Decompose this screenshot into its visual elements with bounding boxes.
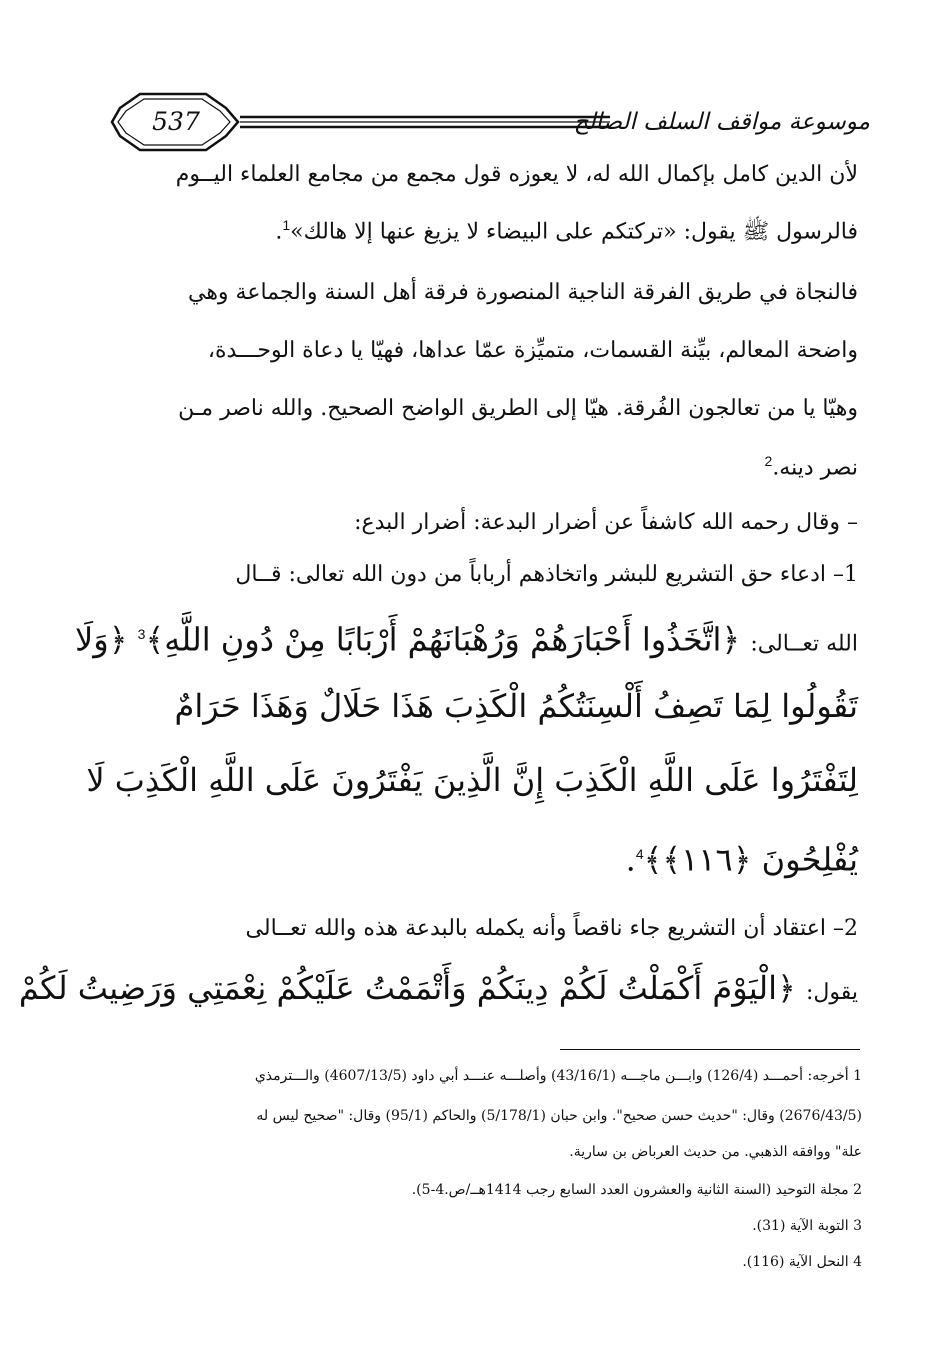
list-item-2-quran [18,966,858,1015]
text-line: 2– اعتقاد أن التشريع جاء ناقصاً وأنه يكمله بالبدعة هذه والله تعــالى [245,916,858,941]
page-number: 537 [152,107,200,136]
footnote-ref: 2 [764,453,773,469]
footnote-ref: 3 [137,626,146,642]
text-line: 1– ادعاء حق التشريع للبشر واتخاذهم أرباباً من دون الله تعالى: قــال [235,562,858,587]
quran-verse: تَقُولُوا لِمَا تَصِفُ أَلْسِنَتُكُمُ الْكَذِبَ هَذَا حَلَالٌ وَهَذَا حَرَامٌ [174,687,858,725]
quran-verse: لِتَفْتَرُوا عَلَى اللَّهِ الْكَذِبَ إِنَّ الَّذِينَ يَفْتَرُونَ عَلَى اللَّهِ الْكَذِبَ لَا [86,761,858,799]
list-item-2 [118,914,858,944]
footnote-1-cont: (2676/43/5) وقال: "حديث حسن صحيح". وابن حبان (5/178/1) والحاكم (95/1) وقال: "صحيح ليس له [256,1108,862,1124]
quran-verse: الله تعــالى: ﴿اتَّخَذُوا أَحْبَارَهُمْ وَرُهْبَانَهُمْ أَرْبَابًا مِنْ دُونِ اللَّهِ﴾$^3$ ﴿وَلَا [75,620,858,659]
list-item-1 [118,560,858,590]
page-header [110,88,870,160]
text-line: فالرسول ﷺ يقول: «تركتكم على البيضاء لا يزيغ عنها إلا هالك»$^1$. [275,217,858,245]
list-item-1-quran [75,612,858,667]
footnote-ref: 4 [635,846,644,862]
text-line: واضحة المعالم، بيِّنة القسمات، متميِّزة عمّا عداها، فهيّا يا دعاة الوحـــدة، [207,338,858,363]
text-line: – وقال رحمه الله كاشفاً عن أضرار البدعة: أضرار البدع: [354,510,858,535]
footnote-separator [560,1049,860,1050]
quran-block [118,832,858,882]
footnote-2: 2 مجلة التوحيد (السنة الثانية والعشرون العدد السابع رجب 1414هــ/ص.4-5). [411,1182,862,1198]
quran-block [86,758,858,802]
quran-verse: يُفْلِحُونَ ﴿١١٦﴾﴾$^4$. [625,840,858,879]
quran-block [118,684,858,728]
footnote-ref: 1 [282,217,291,233]
paragraph [118,508,858,538]
footnote-3: 3 التوبة الآية (31). [752,1218,862,1234]
footnote-1: 1 أخرجه: أحمـــد (126/4) وابـــن ماجـــه (43/16/1) وأصلـــه عنـــد أبي داود (4607/13/5) والـــترمذي [254,1068,862,1084]
series-title: موسوعة مواقف السلف الصالح [573,109,870,135]
footnote-4: 4 النحل الآية (116). [742,1254,862,1270]
text-line: وهيّا يا من تعالجون الفُرقة. هيّا إلى الطريق الواضح الصحيح. والله ناصر مـن [178,396,858,421]
footnote-1-cont: علة" ووافقه الذهبي. من حديث العرباض بن سارية. [569,1144,862,1160]
main-text [118,210,858,247]
text-line: فالنجاة في طريق الفرقة الناجية المنصورة فرقة أهل السنة والجماعة وهي [187,280,858,305]
main-text [118,160,858,190]
text-line: لأن الدين كامل بإكمال الله له، لا يعوزه قول مجمع من مجامع العلماء اليــوم [175,162,858,187]
text-line: نصر دينه.$^2$ [764,453,858,481]
paragraph [118,278,858,483]
quran-verse: يقول: ﴿الْيَوْمَ أَكْمَلْتُ لَكُمْ دِينَكُمْ وَأَتْمَمْتُ عَلَيْكُمْ نِعْمَتِي وَرَضِيتُ لَكُمْ [18,969,858,1007]
